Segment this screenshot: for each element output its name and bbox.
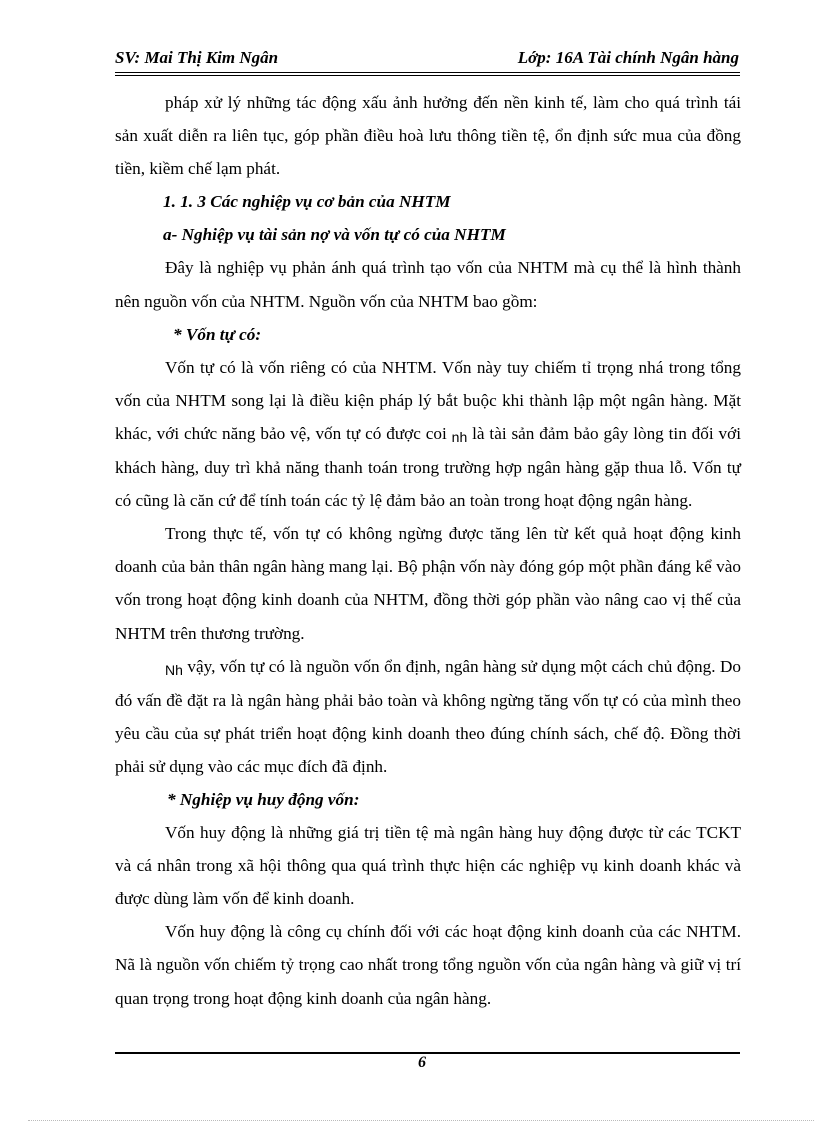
heading-huy-dong-von: * Nghiệp vụ huy động vốn: (167, 789, 360, 809)
paragraph-2: Đây là nghiệp vụ phản ánh quá trình tạo vốn của NHTM mà cụ thể là hình thành nên nguồn vốn của NHTM. Nguồn vốn của NHTM bao gồm: (115, 258, 741, 311)
paragraph-5-text: vậy, vốn tự có là nguồn vốn ổn định, ngân hàng sử dụng một cách chủ động. Do đó vấn đề đặt ra là ngân hàng phải bảo toàn và không ngừng tăng vốn tự có của mình theo yêu cầu của sự phát triển hoạt động kinh doanh theo đúng chính sách, chế độ. Đồng thời phải sử dụng vào các mục đích đã định. (115, 656, 741, 776)
header-rule (115, 72, 740, 76)
bottom-dotted-border (28, 1120, 814, 1121)
document-body (115, 86, 741, 1015)
page-number: 6 (418, 1054, 426, 1071)
paragraph-6: Vốn huy động là những giá trị tiền tệ mà ngân hàng huy động được từ các TCKT và cá nhân trong xã hội thông qua quá trình thực hiện các nghiệp vụ kinh doanh khác và được dùng làm vốn để kinh doanh. (115, 823, 741, 909)
heading-von-tu-co: * Vốn tự có: (173, 324, 262, 344)
subsection-heading: a- Nghiệp vụ tài sản nợ và vốn tự có của NHTM (163, 225, 506, 245)
header-class-name: Lớp: 16A Tài chính Ngân hàng (517, 48, 739, 67)
paragraph-5 (115, 650, 741, 783)
section-heading: 1. 1. 3 Các nghiệp vụ cơ bản của NHTM (163, 192, 451, 212)
paragraph-3-nh: nh (451, 428, 468, 445)
header-student-name: SV: Mai Thị Kim Ngân (115, 48, 279, 67)
paragraph-3-part-b: là tài sản đảm bảo gây lòng tin đối với khách hàng, duy trì khả năng thanh toán trong trường hợp ngân hàng gặp thua lỗ. Vốn tự có cũng là căn cứ để tính toán các tỷ lệ đảm bảo an toàn trong hoạt động ngân hàng. (115, 423, 741, 511)
page-header (115, 48, 739, 72)
paragraph-5-nh: Nh (165, 661, 183, 678)
paragraph-3 (115, 351, 741, 517)
paragraph-4: Trong thực tế, vốn tự có không ngừng được tăng lên từ kết quả hoạt động kinh doanh của bản thân ngân hàng mang lại. Bộ phận vốn này đóng góp một phần đáng kể vào vốn trong hoạt động kinh doanh của NHTM, đồng thời góp phần vào nâng cao vị thế của NHTM trên thương trường. (115, 524, 741, 643)
paragraph-1: pháp xử lý những tác động xấu ảnh hưởng đến nền kinh tế, làm cho quá trình tái sản xuất diễn ra liên tục, góp phần điều hoà lưu thông tiền tệ, ổn định sức mua của đồng tiền, kiềm chế lạm phát. (115, 93, 741, 179)
paragraph-7: Vốn huy động là công cụ chính đối với các hoạt động kinh doanh của các NHTM. Nã là nguồn vốn chiếm tỷ trọng cao nhất trong tổng nguồn vốn của ngân hàng và giữ vị trí quan trọng trong hoạt động kinh doanh của ngân hàng. (115, 922, 741, 1008)
paragraph-3-part-a: Vốn tự có là vốn riêng có của NHTM. Vốn này tuy chiếm tỉ trọng nhá trong tổng vốn của NHTM song lại là điều kiện pháp lý bắt buộc khi thành lập một ngân hàng. Mặt khác, với chức năng bảo vệ, vốn tự có được coi (115, 357, 741, 443)
